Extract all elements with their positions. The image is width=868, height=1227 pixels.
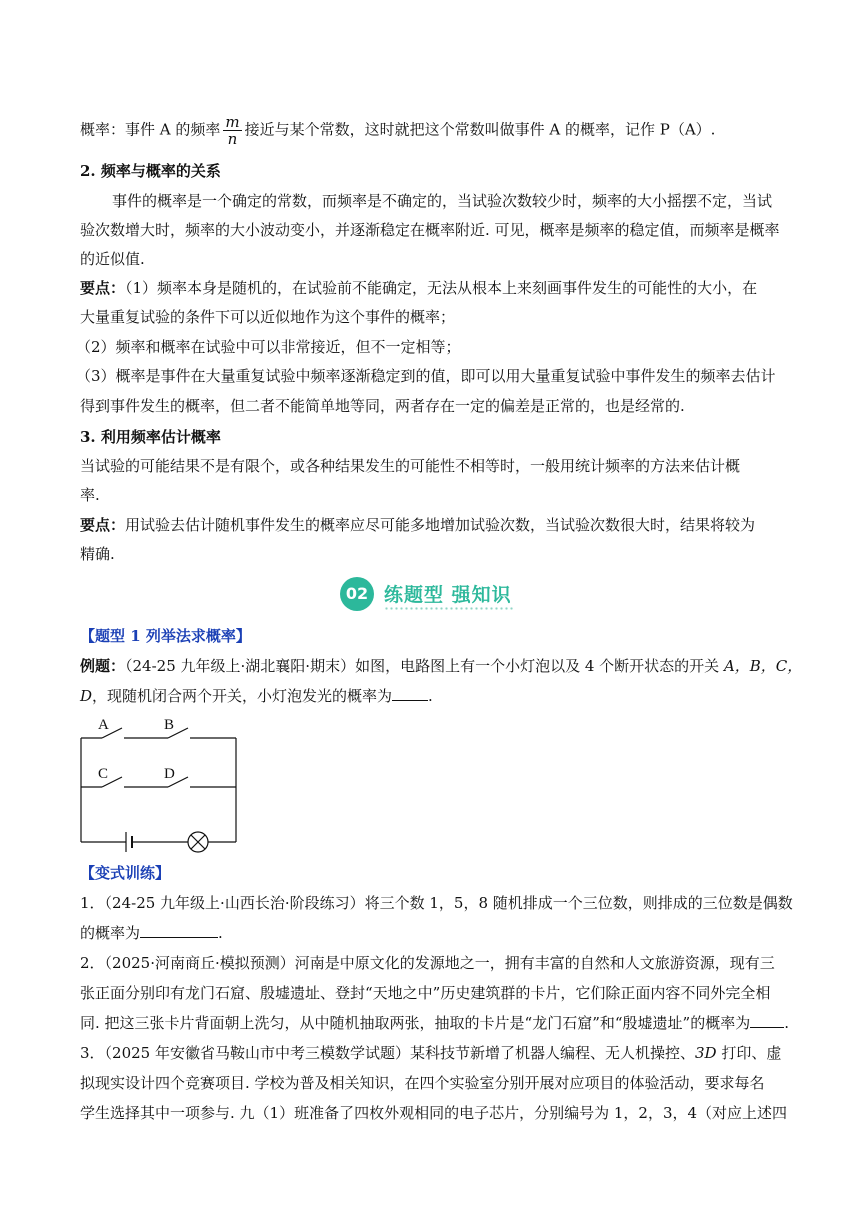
question-text: 3．（2025 年安徽省马鞍山市中考三模数学试题）某科技节新增了机器人编程、无人机操控、: [80, 1044, 695, 1062]
switch-label-a: A: [98, 717, 109, 733]
key-point-text: （1）频率本身是随机的，在试验前不能确定，无法从根本上来刻画事件发生的可能性的大小，在: [125, 279, 758, 297]
definition-prefix: 概率：事件 A 的频率: [80, 120, 221, 139]
question-period: .: [218, 924, 223, 942]
question-3-line: 学生选择其中一项参与. 九（1）班准备了四枚外观相同的电子芯片，分别编号为 1，2，3，4（对应上述四: [80, 1104, 788, 1122]
question-3-line: [80, 1042, 808, 1064]
question-2-line: [80, 1012, 808, 1034]
section-2-key-line: 得到事件发生的概率，但二者不能简单地等同，两者存在一定的偏差是正常的，也是经常的.: [80, 397, 685, 415]
fraction-denominator: n: [227, 130, 238, 148]
section-2-para-line: 验次数增大时，频率的大小波动变小，并逐渐稳定在概率附近. 可见，概率是频率的稳定值，而频率是概率: [80, 221, 780, 239]
circuit-diagram: [76, 712, 246, 862]
question-3-line: 拟现实设计四个竞赛项目. 学校为普及相关知识，在四个实验室分别开展对应项目的体验活动，要求每名: [80, 1074, 765, 1092]
topic-1-title: 【题型 1 列举法求概率】: [80, 627, 251, 645]
switch-label-d: D: [164, 766, 175, 782]
question-2-line: 2．（2025·河南商丘·模拟预测）河南是中原文化的发源地之一，拥有丰富的自然和人文旅游资源，现有三: [80, 954, 775, 972]
example-period: .: [428, 687, 433, 705]
section-3-para-line: 率.: [80, 486, 100, 504]
switch-label-c: C: [98, 766, 109, 782]
section-banner: [340, 577, 520, 611]
section-2-key-line: （2）频率和概率在试验中可以非常接近，但不一定相等；: [76, 338, 461, 356]
question-variable: 3D: [695, 1044, 717, 1062]
key-points-label: 要点：: [80, 516, 126, 534]
definition-suffix: 接近与某个常数，这时就把这个常数叫做事件 A 的概率，记作 P（A）.: [244, 120, 716, 139]
switch-variables: A，B，C，: [723, 657, 803, 675]
fraction-numerator: m: [225, 113, 240, 131]
section-2-key-line: 大量重复试验的条件下可以近似地作为这个事件的概率；: [80, 308, 456, 326]
banner-dotted-underline: [384, 607, 514, 610]
section-2-key-line: [80, 277, 808, 299]
example-line: [80, 655, 808, 677]
example-text: ，现随机闭合两个开关，小灯泡发光的概率为: [92, 687, 393, 705]
question-2-line: 张正面分别印有龙门石窟、殷墟遗址、登封“天地之中”历史建筑群的卡片，它们除正面内容不同外完全相: [80, 984, 771, 1002]
question-period: .: [784, 1014, 789, 1032]
section-2-para-line: 事件的概率是一个确定的常数，而频率是不确定的，当试验次数较少时，频率的大小摇摆不定，当试: [112, 192, 773, 210]
key-points-label: 要点：: [80, 279, 126, 297]
question-1-line: 1．（24-25 九年级上·山西长治·阶段练习）将三个数 1，5，8 随机排成一个三位数，则排成的三位数是偶数: [80, 894, 793, 912]
question-1-line: [80, 922, 808, 944]
answer-blank: [750, 1013, 784, 1028]
probability-definition: [80, 114, 808, 147]
answer-blank: [392, 686, 428, 701]
variant-training-title: 【变式训练】: [80, 864, 171, 882]
section-2-key-line: （3）概率是事件在大量重复试验中频率逐渐稳定到的值，即可以用大量重复试验中事件发生的频率去估计: [76, 367, 776, 385]
section-2-para-line: 的近似值.: [80, 250, 145, 268]
banner-title: 练题型 强知识: [384, 584, 512, 606]
section-3-key-line: [80, 514, 808, 536]
example-text: （24-25 九年级上·湖北襄阳·期末）如图，电路图上有一个小灯泡以及 4 个断开状态的开关: [125, 657, 720, 675]
banner-number-badge: 02: [340, 577, 374, 611]
switch-variable-d: D: [80, 687, 93, 705]
example-label: 例题：: [80, 657, 126, 675]
switch-label-b: B: [164, 717, 175, 733]
example-line: [80, 685, 808, 707]
section-2-heading: 2. 频率与概率的关系: [80, 162, 221, 180]
answer-blank: [140, 923, 218, 938]
frequency-fraction: [223, 114, 241, 147]
question-text: 的概率为: [80, 924, 141, 942]
key-point-text: 用试验去估计随机事件发生的概率应尽可能多地增加试验次数，当试验次数很大时，结果将较为: [125, 516, 756, 534]
section-3-para-line: 当试验的可能结果不是有限个，或各种结果发生的可能性不相等时，一般用统计频率的方法来估计概: [80, 457, 741, 475]
section-3-heading: 3. 利用频率估计概率: [80, 428, 221, 446]
question-text: 打印、虚: [716, 1044, 782, 1062]
section-3-key-line: 精确.: [80, 545, 115, 563]
question-text: 同. 把这三张卡片背面朝上洗匀，从中随机抽取两张，抽取的卡片是“龙门石窟”和“殷墟遗址”的概率为: [80, 1014, 751, 1032]
